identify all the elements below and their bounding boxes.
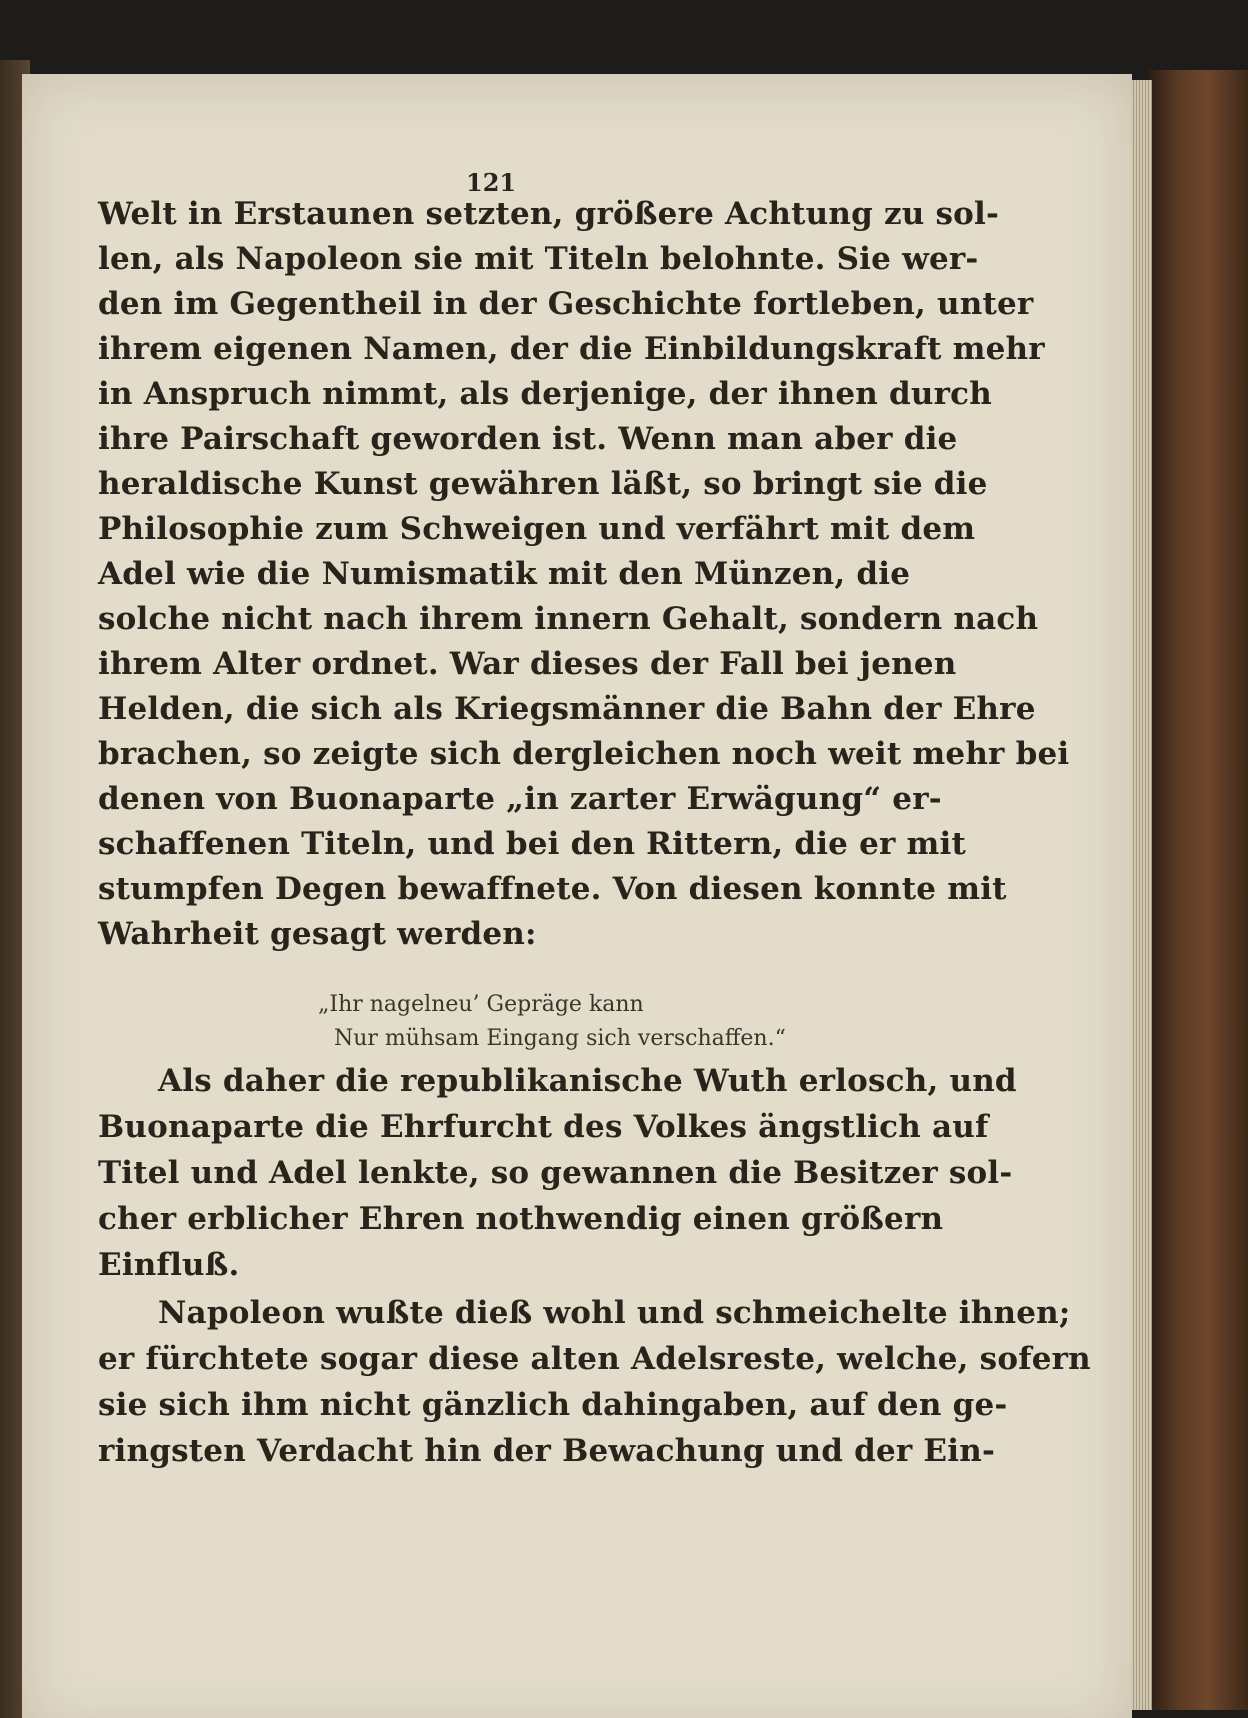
text-line: cher erblicher Ehren nothwendig einen größern — [98, 1201, 944, 1237]
text-line: Philosophie zum Schweigen und verfährt mit dem — [98, 511, 976, 547]
text-line: Als daher die republikanische Wuth erlosch, und — [158, 1063, 1017, 1099]
text-line: den im Gegentheil in der Geschichte fortleben, unter — [98, 286, 1034, 322]
text-line: Napoleon wußte dieß wohl und schmeichelte ihnen; — [158, 1295, 1071, 1331]
text-line: Wahrheit gesagt werden: — [98, 916, 537, 952]
text-line: denen von Buonaparte „in zarter Erwägung“ er- — [98, 781, 942, 817]
verse-line: „Ihr nagelneu’ Gepräge kann — [318, 992, 644, 1017]
book-cover-right — [1148, 70, 1248, 1710]
verse-line: Nur mühsam Eingang sich verschaffen.“ — [334, 1026, 786, 1051]
text-line: ihre Pairschaft geworden ist. Wenn man aber die — [98, 421, 958, 457]
text-line: ringsten Verdacht hin der Bewachung und der Ein- — [98, 1433, 996, 1469]
text-line: Einfluß. — [98, 1247, 240, 1283]
text-line: schaffenen Titeln, und bei den Rittern, die er mit — [98, 826, 967, 862]
text-line: Adel wie die Numismatik mit den Münzen, die — [98, 556, 911, 592]
page-number: 121 — [466, 168, 517, 197]
text-line: Welt in Erstaunen setzten, größere Achtung zu sol- — [98, 196, 1000, 232]
text-line: sie sich ihm nicht gänzlich dahingaben, auf den ge- — [98, 1387, 1008, 1423]
text-line: brachen, so zeigte sich dergleichen noch weit mehr bei — [98, 736, 1070, 772]
text-line: solche nicht nach ihrem innern Gehalt, sondern nach — [98, 601, 1039, 637]
text-line: ihrem Alter ordnet. War dieses der Fall bei jenen — [98, 646, 957, 682]
text-line: Helden, die sich als Kriegsmänner die Bahn der Ehre — [98, 691, 1036, 727]
text-line: Titel und Adel lenkte, so gewannen die Besitzer sol- — [98, 1155, 1013, 1191]
text-line: er fürchtete sogar diese alten Adelsreste, welche, sofern — [98, 1341, 1091, 1377]
text-line: Buonaparte die Ehrfurcht des Volkes ängstlich auf — [98, 1109, 989, 1145]
text-line: heraldische Kunst gewähren läßt, so bringt sie die — [98, 466, 988, 502]
text-line: stumpfen Degen bewaffnete. Von diesen konnte mit — [98, 871, 1007, 907]
text-line: len, als Napoleon sie mit Titeln belohnte. Sie wer- — [98, 241, 979, 277]
text-line: ihrem eigenen Namen, der die Einbildungskraft mehr — [98, 331, 1045, 367]
text-line: in Anspruch nimmt, als derjenige, der ihnen durch — [98, 376, 992, 412]
